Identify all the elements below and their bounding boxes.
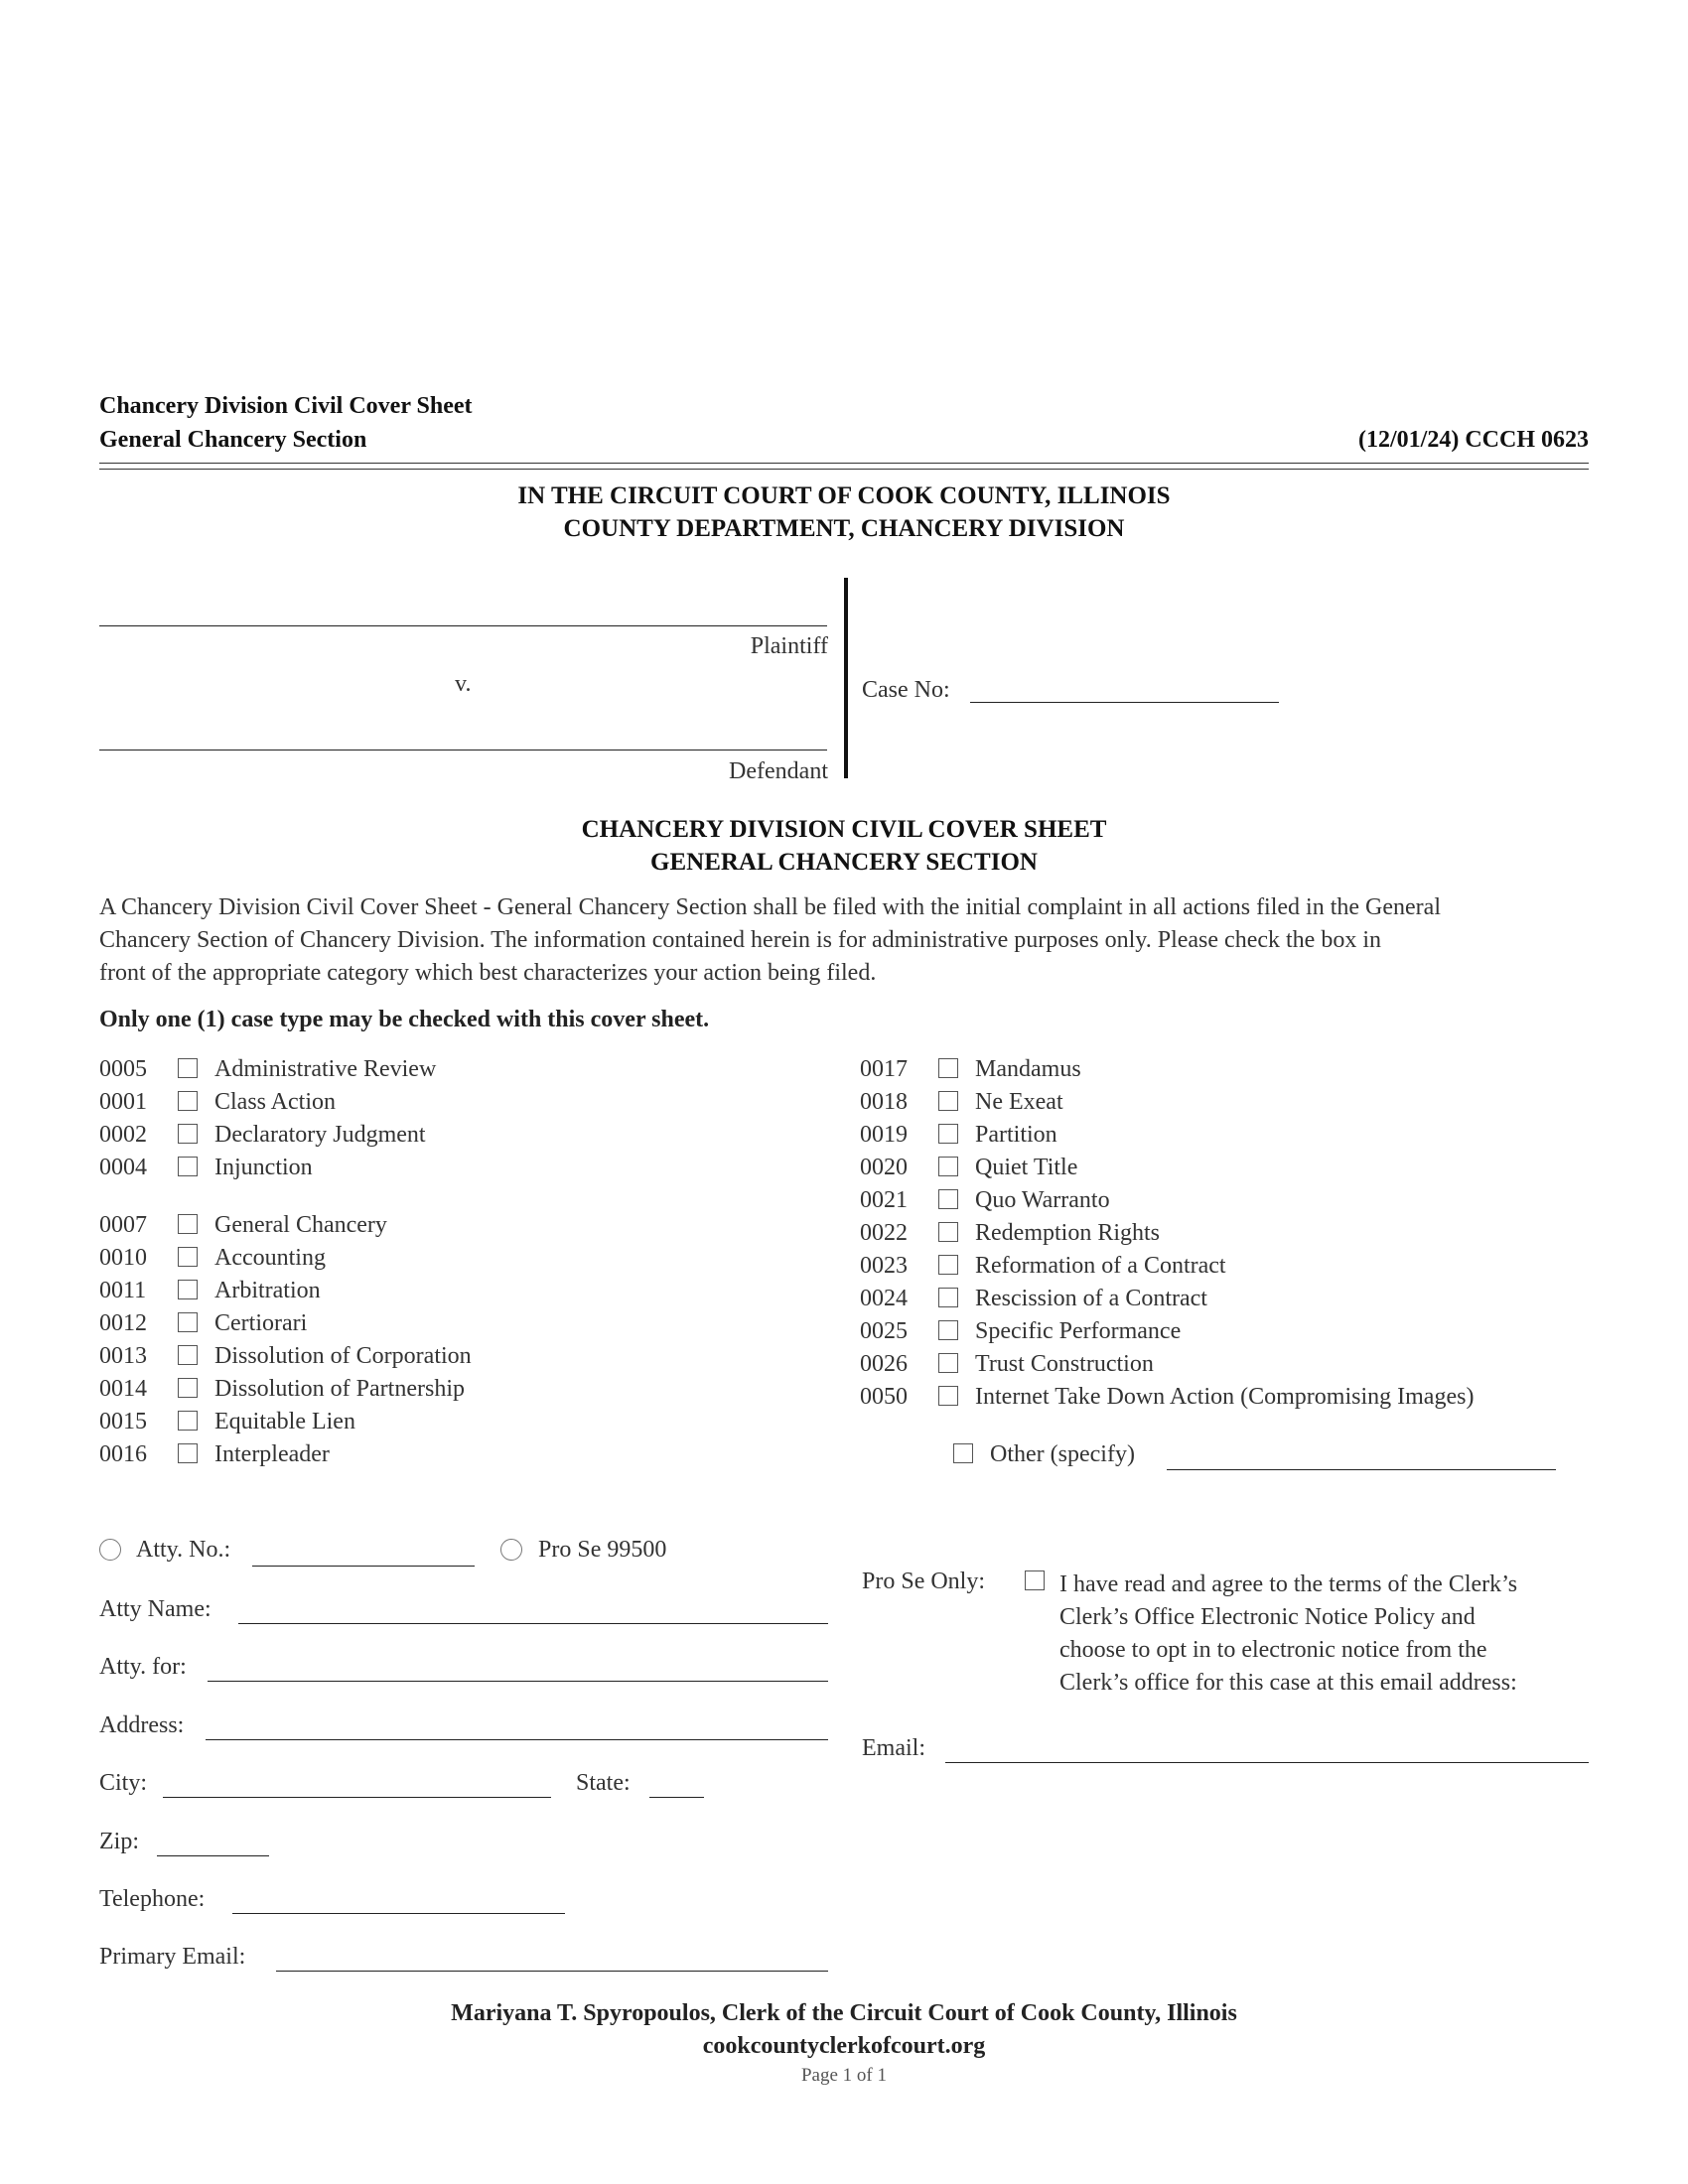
case-type-label: Declaratory Judgment <box>214 1122 426 1148</box>
address-label: Address: <box>99 1712 185 1738</box>
case-code: 0013 <box>99 1343 147 1369</box>
court-title-line1: IN THE CIRCUIT COURT OF COOK COUNTY, ILLINOIS <box>517 482 1171 509</box>
clerk-website: cookcountyclerkofcourt.org <box>702 2033 986 2059</box>
city-field[interactable] <box>163 1797 551 1798</box>
case-type-checkbox[interactable] <box>938 1058 958 1078</box>
case-type-label: Rescission of a Contract <box>975 1286 1207 1311</box>
atty-no-field[interactable] <box>252 1566 475 1567</box>
case-code: 0050 <box>860 1384 908 1410</box>
case-type-label: Dissolution of Partnership <box>214 1376 465 1402</box>
case-code: 0011 <box>99 1278 147 1303</box>
atty-name-label: Atty Name: <box>99 1596 211 1622</box>
electronic-notice-line1: I have read and agree to the terms of the Clerk’s <box>1059 1571 1518 1597</box>
case-type-checkbox[interactable] <box>938 1124 958 1144</box>
case-type-checkbox[interactable] <box>938 1320 958 1340</box>
state-field[interactable] <box>649 1797 704 1798</box>
case-type-checkbox[interactable] <box>178 1124 198 1144</box>
case-type-label: Equitable Lien <box>214 1409 355 1434</box>
case-type-label: Specific Performance <box>975 1318 1182 1344</box>
atty-no-radio[interactable] <box>99 1539 121 1561</box>
section-title-line2: GENERAL CHANCERY SECTION <box>650 849 1038 876</box>
case-type-checkbox[interactable] <box>178 1058 198 1078</box>
case-type-checkbox[interactable] <box>938 1353 958 1373</box>
electronic-notice-line2: Clerk’s Office Electronic Notice Policy and <box>1059 1604 1476 1630</box>
atty-no-label: Atty. No.: <box>136 1537 231 1563</box>
only-one-notice: Only one (1) case type may be checked with this cover sheet. <box>99 1007 710 1032</box>
atty-for-field[interactable] <box>208 1681 828 1682</box>
pro-se-email-label: Email: <box>862 1735 925 1761</box>
instructions-line1: A Chancery Division Civil Cover Sheet - General Chancery Section shall be filed with the initial complaint in all actions filed in the General <box>99 894 1441 920</box>
case-type-label: Injunction <box>214 1155 313 1180</box>
case-type-checkbox[interactable] <box>178 1280 198 1299</box>
other-checkbox[interactable] <box>953 1443 973 1463</box>
case-type-label: Mandamus <box>975 1056 1081 1082</box>
case-type-label: Arbitration <box>214 1278 321 1303</box>
city-label: City: <box>99 1770 148 1796</box>
case-type-checkbox[interactable] <box>938 1386 958 1406</box>
clerk-name: Mariyana T. Spyropoulos, Clerk of the Circuit Court of Cook County, Illinois <box>451 2000 1237 2026</box>
case-code: 0010 <box>99 1245 147 1271</box>
electronic-notice-line4: Clerk’s office for this case at this email address: <box>1059 1670 1517 1696</box>
case-type-checkbox[interactable] <box>938 1091 958 1111</box>
primary-email-field[interactable] <box>276 1971 828 1972</box>
other-label: Other (specify) <box>990 1441 1135 1467</box>
case-code: 0005 <box>99 1056 147 1082</box>
plaintiff-field[interactable] <box>99 625 827 626</box>
case-code: 0016 <box>99 1441 147 1467</box>
pro-se-email-field[interactable] <box>945 1762 1589 1763</box>
atty-for-label: Atty. for: <box>99 1654 187 1680</box>
case-type-label: Redemption Rights <box>975 1220 1160 1246</box>
electronic-notice-text <box>1059 1569 1517 1700</box>
case-type-checkbox[interactable] <box>938 1288 958 1307</box>
case-code: 0015 <box>99 1409 147 1434</box>
instructions-line2: Chancery Section of Chancery Division. The information contained herein is for administrative purposes only. Please check the box in <box>99 927 1381 953</box>
address-field[interactable] <box>206 1739 828 1740</box>
case-code: 0025 <box>860 1318 908 1344</box>
case-no-label: Case No: <box>862 677 950 703</box>
case-code: 0001 <box>99 1089 147 1115</box>
case-type-label: Ne Exeat <box>975 1089 1063 1115</box>
case-code: 0026 <box>860 1351 908 1377</box>
defendant-field[interactable] <box>99 750 827 751</box>
case-type-label: Certiorari <box>214 1310 308 1336</box>
atty-name-field[interactable] <box>238 1623 828 1624</box>
header-divider-bottom <box>99 469 1589 470</box>
form-title-line1: Chancery Division Civil Cover Sheet <box>99 393 473 419</box>
zip-field[interactable] <box>157 1855 269 1856</box>
case-type-checkbox[interactable] <box>178 1091 198 1111</box>
defendant-label: Defendant <box>729 758 828 784</box>
pro-se-only-label: Pro Se Only: <box>862 1569 986 1594</box>
electronic-notice-line3: choose to opt in to electronic notice from the <box>1059 1637 1487 1663</box>
pro-se-label: Pro Se 99500 <box>538 1537 667 1563</box>
primary-email-label: Primary Email: <box>99 1944 246 1970</box>
case-type-checkbox[interactable] <box>178 1411 198 1431</box>
case-type-checkbox[interactable] <box>938 1189 958 1209</box>
case-code: 0004 <box>99 1155 147 1180</box>
case-type-checkbox[interactable] <box>938 1222 958 1242</box>
section-title-line1: CHANCERY DIVISION CIVIL COVER SHEET <box>581 816 1107 843</box>
case-type-checkbox[interactable] <box>178 1214 198 1234</box>
instructions-line3: front of the appropriate category which best characterizes your action being filed. <box>99 960 877 986</box>
versus-label: v. <box>455 671 472 697</box>
case-type-checkbox[interactable] <box>178 1345 198 1365</box>
caption-divider <box>844 578 848 778</box>
state-label: State: <box>576 1770 631 1796</box>
case-type-label: Partition <box>975 1122 1057 1148</box>
case-code: 0019 <box>860 1122 908 1148</box>
case-code: 0024 <box>860 1286 908 1311</box>
case-type-checkbox[interactable] <box>178 1157 198 1176</box>
case-type-label: Accounting <box>214 1245 326 1271</box>
case-type-label: Dissolution of Corporation <box>214 1343 472 1369</box>
case-no-field[interactable] <box>970 702 1279 703</box>
zip-label: Zip: <box>99 1829 139 1854</box>
case-type-checkbox[interactable] <box>938 1157 958 1176</box>
case-type-label: Reformation of a Contract <box>975 1253 1226 1279</box>
case-type-label: General Chancery <box>214 1212 387 1238</box>
case-type-checkbox[interactable] <box>178 1247 198 1267</box>
case-code: 0018 <box>860 1089 908 1115</box>
other-specify-field[interactable] <box>1167 1469 1556 1470</box>
case-type-checkbox[interactable] <box>178 1378 198 1398</box>
case-code: 0007 <box>99 1212 147 1238</box>
case-code: 0023 <box>860 1253 908 1279</box>
telephone-label: Telephone: <box>99 1886 206 1912</box>
case-type-label: Administrative Review <box>214 1056 437 1082</box>
case-type-label: Quo Warranto <box>975 1187 1110 1213</box>
plaintiff-label: Plaintiff <box>750 633 828 659</box>
form-code: (12/01/24) CCCH 0623 <box>1358 427 1589 453</box>
header-divider-top <box>99 463 1589 464</box>
court-title-line2: COUNTY DEPARTMENT, CHANCERY DIVISION <box>563 515 1125 542</box>
case-type-label: Internet Take Down Action (Compromising Images) <box>975 1384 1475 1410</box>
case-code: 0022 <box>860 1220 908 1246</box>
case-code: 0012 <box>99 1310 147 1336</box>
pro-se-radio[interactable] <box>500 1539 522 1561</box>
case-type-label: Class Action <box>214 1089 337 1115</box>
case-type-label: Quiet Title <box>975 1155 1078 1180</box>
form-title-line2: General Chancery Section <box>99 427 367 453</box>
case-code: 0020 <box>860 1155 908 1180</box>
case-type-checkbox[interactable] <box>178 1312 198 1332</box>
page-number: Page 1 of 1 <box>800 2065 887 2086</box>
case-type-label: Trust Construction <box>975 1351 1154 1377</box>
case-code: 0021 <box>860 1187 908 1213</box>
case-code: 0017 <box>860 1056 908 1082</box>
case-code: 0014 <box>99 1376 147 1402</box>
case-type-checkbox[interactable] <box>938 1255 958 1275</box>
instructions-paragraph <box>99 891 1589 990</box>
case-type-checkbox[interactable] <box>178 1443 198 1463</box>
electronic-notice-checkbox[interactable] <box>1025 1570 1045 1590</box>
case-type-label: Interpleader <box>214 1441 330 1467</box>
telephone-field[interactable] <box>232 1913 565 1914</box>
case-code: 0002 <box>99 1122 147 1148</box>
